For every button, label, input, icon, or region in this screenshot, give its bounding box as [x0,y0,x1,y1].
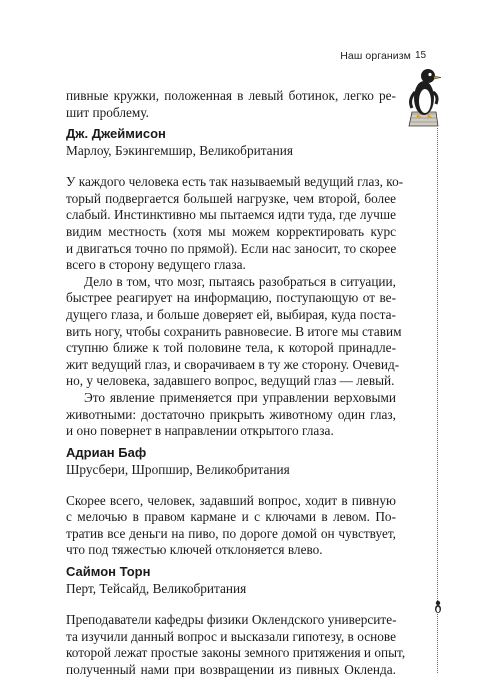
paragraph [66,273,402,390]
text-line: У каждого человека есть так называемый ведущий глаз, ко- [66,174,404,190]
text-line: Скорее всего, человек, задавший вопрос, ходит в пивную [66,492,396,508]
text-line: жит ведущий глаз, и сворачиваем в ту же сторону. Очевид- [66,356,400,372]
author-location: Шрусбери, Шропшир, Великобритания [66,461,290,477]
text-line: Преподаватели кафедры физики Оклендского университе- [66,612,397,628]
text-line: с мелочью в правом кармане и с ключами в левом. По- [66,509,396,525]
text-line: Это явление применяется при управлении верховыми [84,389,396,405]
text-line: которой лежат простые законы земного притяжения и опыт, [66,645,406,661]
paragraph [66,88,396,121]
text-line: видим местность (хотя мы можем корректировать курс [66,223,396,239]
margin-dotted-line [437,128,438,673]
author-name: Саймон Торн [66,564,151,580]
text-line: та изучили данный вопрос и высказали гипотезу, в основе [66,628,396,644]
text-line: быстрее реагирует на информацию, поступающую от ве- [66,290,396,306]
page-number: 15 [415,50,427,61]
text-line: что под тяжестью ключей отклоняется влево. [66,542,323,558]
page-text [66,88,406,678]
text-line: но, у человека, задавшего вопрос, ведущий глаз — левый. [66,373,395,389]
text-line: вить ногу, чтобы сохранить равновесие. В итоге мы ставим [66,323,402,339]
text-line: ступню ближе к той половине тела, к которой принадле- [66,340,396,356]
text-line: торый подвергается большей нагрузке, чем второй, более [66,190,396,206]
author-name: Адриан Баф [66,444,147,460]
small-penguin-icon [433,600,443,614]
text-line: слабый. Инстинктивно мы пытаемся идти туда, где лучше [66,207,396,223]
text-line: пивные кружки, положенная в левый ботинок, легко ре- [66,88,396,103]
text-line: Дело в том, что мозг, пытаясь разобраться в ситуации, [84,273,396,289]
paragraph [66,390,396,440]
text-line: тратив все деньги на пиво, по дороге домой он чувствует, [66,525,396,541]
text-line: дущего глаза, и больше доверяет ей, выбирая, куда поста- [66,306,396,322]
penguin-illustration [406,64,444,130]
paragraph [66,174,404,274]
text-line: и двигаться точно по прямой). Если нас заносит, то скорее [66,240,397,256]
running-head: Наш организм [340,50,411,62]
text-line: и оно повернет в направлении открытого глаза. [66,423,334,439]
text-line: животными: достаточно прикрыть животному один глаз, [66,406,396,422]
author-location: Марлоу, Бэкингемшир, Великобритания [66,143,293,159]
text-line: всего в сторону ведущего глаза. [66,257,246,273]
paragraph [66,612,406,678]
paragraph [66,493,396,559]
author-location: Перт, Тейсайд, Великобритания [66,581,247,597]
text-line: шит проблему. [66,104,149,120]
author-name: Дж. Джеймисон [66,126,166,142]
text-line: полученный нами при возвращении из пивных Окленда. [66,661,396,677]
